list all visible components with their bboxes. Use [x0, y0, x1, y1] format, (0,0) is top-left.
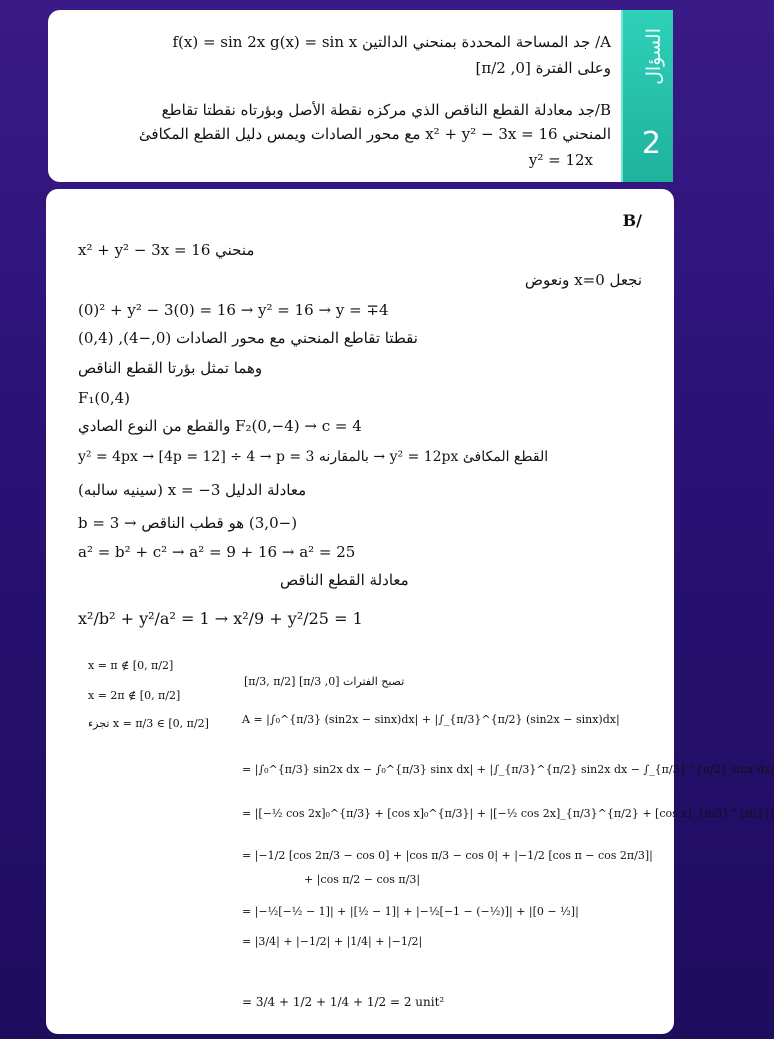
step-vertex: (−3,0) هو قطب الناقص → b = 3 — [78, 514, 298, 532]
question-b-line3: y² = 12x — [528, 151, 593, 169]
question-card — [48, 10, 673, 182]
area-eq5: = |−½[−½ − 1]| + |[½ − 1]| + |−½[−1 − (−½)]| + |[0 − ½]| — [242, 905, 579, 918]
step-a-squared: a² = b² + c² → a² = 9 + 16 → a² = 25 — [78, 543, 356, 561]
root-x1: x = π ∉ [0, π/2] — [88, 659, 174, 672]
area-eq6: = |3/4| + |−1/2| + |1/4| + |−1/2| — [242, 935, 423, 948]
step-intersections: نقطتا تقاطع المنحني مع محور الصادات (0,−4), (0,4) — [78, 329, 418, 347]
question-b-line1: B/جد معادلة القطع الناقص الذي مركزه نقطة الأصل وبؤرتاه نقطتا تقاطع — [161, 101, 611, 119]
step-ellipse-title: معادلة القطع الناقص — [280, 571, 409, 589]
area-eq2: = |∫₀^{π/3} sin2x dx − ∫₀^{π/3} sinx dx| + |∫_{π/3}^{π/2} sin2x dx − ∫_{π/3}^{π/2} sinx dx| — [242, 763, 774, 776]
periods: تصبح الفترات [0, π/3] [π/3, π/2] — [244, 675, 405, 688]
band-label: السؤال — [643, 28, 665, 85]
step-f2: F₂(0,−4) → c = 4 والقطع من النوع الصادي — [78, 417, 362, 435]
question-b-line2: المنحني x² + y² − 3x = 16 مع محور الصادات ويمس دليل القطع المكافئ — [138, 125, 611, 143]
question-band — [621, 10, 673, 182]
step-substitute: (0)² + y² − 3(0) = 16 → y² = 16 → y = ∓4 — [78, 301, 389, 319]
root-x3: تجزء x = π/3 ∈ [0, π/2] — [88, 717, 209, 730]
step-parabola: القطع المكافئ y² = 12px → بالمقارنه y² = 4px → [4p = 12] ÷ 4 → p = 3 — [78, 449, 549, 465]
area-eq3: = |[−½ cos 2x]₀^{π/3} + [cos x]₀^{π/3}| + |[−½ cos 2x]_{π/3}^{π/2} + [cos x]_{π/3}^{π/2}| — [242, 807, 774, 820]
root-x2: x = 2π ∉ [0, π/2] — [88, 689, 181, 702]
area-eq4b: + |cos π/2 − cos π/3| — [304, 873, 421, 886]
step-foci: وهما تمثل بؤرتا القطع الناقص — [78, 359, 263, 377]
step-f1: F₁(0,4) — [78, 389, 130, 407]
step-set-x-zero: نجعل x=0 ونعوض — [524, 271, 642, 289]
question-a-line2: وعلى الفترة [0, π/2] — [475, 59, 611, 77]
step-ellipse-equation: x²/b² + y²/a² = 1 → x²/9 + y²/25 = 1 — [78, 609, 363, 628]
area-result: = 3/4 + 1/2 + 1/4 + 1/2 = 2 unit² — [242, 995, 445, 1009]
section-b-label: B/ — [622, 211, 642, 230]
question-number: 2 — [641, 126, 661, 161]
area-eq4: = |−1/2 [cos 2π/3 − cos 0] + |cos π/3 − cos 0| + |−1/2 [cos π − cos 2π/3]| — [242, 849, 653, 862]
step-directrix: معادلة الدليل x = −3 (سينيه سالبه) — [78, 481, 307, 499]
solution-card — [46, 189, 774, 1034]
question-a-line1: A/ جد المساحة المحددة بمنحني الدالتين f(x) = sin 2x g(x) = sin x — [172, 33, 611, 51]
area-eq1: A = |∫₀^{π/3} (sin2x − sinx)dx| + |∫_{π/3}^{π/2} (sin2x − sinx)dx| — [242, 713, 620, 726]
step-curve: منحني x² + y² − 3x = 16 — [78, 241, 255, 259]
